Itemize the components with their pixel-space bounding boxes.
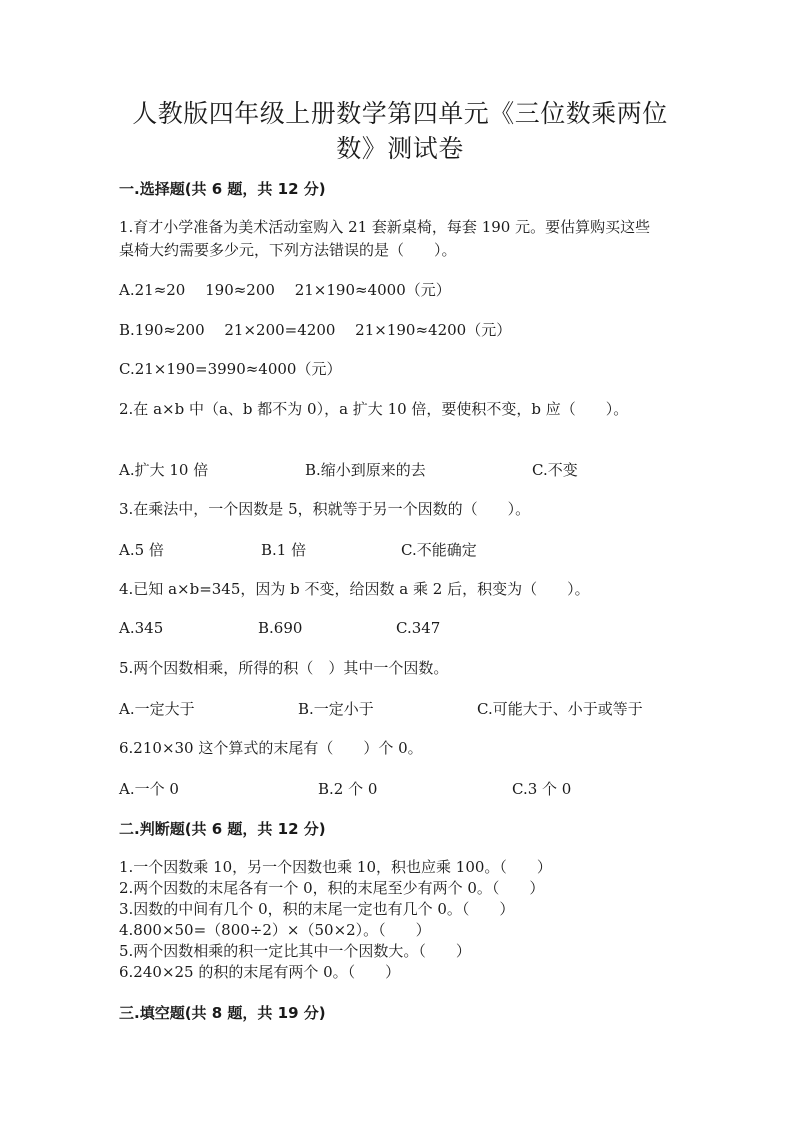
section-heading-fill-blank: 三.填空题(共 8 题，共 19 分) [119, 1004, 326, 1022]
question-1-option-c: C.21×190=3990≈4000（元） [119, 360, 342, 378]
section-heading-true-false: 二.判断题(共 6 题，共 12 分) [119, 820, 326, 838]
question-6-option-a: A.一个 0 [119, 780, 179, 798]
judge-item-6: 6.240×25 的积的末尾有两个 0。（ ） [119, 963, 401, 981]
title-line-1: 人教版四年级上册数学第四单元《三位数乘两位 [132, 99, 668, 128]
question-1-stem-line-1: 1.育才小学准备为美术活动室购入 21 套新桌椅，每套 190 元。要估算购买这些 [119, 218, 651, 236]
question-3-option-c: C.不能确定 [401, 541, 477, 559]
question-5-option-c: C.可能大于、小于或等于 [477, 700, 643, 718]
judge-item-1: 1.一个因数乘 10，另一个因数也乘 10，积也应乘 100。（ ） [119, 858, 552, 876]
question-5-option-a: A.一定大于 [119, 700, 195, 718]
question-4-stem: 4.已知 a×b=345，因为 b 不变，给因数 a 乘 2 后，积变为（ ）。 [119, 580, 590, 598]
judge-item-5: 5.两个因数相乘的积一定比其中一个因数大。（ ） [119, 942, 471, 960]
question-2-option-a: A.扩大 10 倍 [119, 461, 209, 479]
question-5-stem: 5.两个因数相乘，所得的积（ ）其中一个因数。 [119, 659, 449, 677]
question-1-stem-line-2: 桌椅大约需要多少元，下列方法错误的是（ ）。 [119, 241, 457, 259]
judge-item-2: 2.两个因数的末尾各有一个 0，积的末尾至少有两个 0。（ ） [119, 879, 545, 897]
section-heading-choice: 一.选择题(共 6 题，共 12 分) [119, 180, 326, 198]
question-6-stem: 6.210×30 这个算式的末尾有（ ）个 0。 [119, 739, 423, 757]
question-3-stem: 3.在乘法中，一个因数是 5，积就等于另一个因数的（ ）。 [119, 500, 531, 518]
question-5-option-b: B.一定小于 [298, 700, 374, 718]
title-line-2: 数》测试卷 [336, 134, 464, 163]
question-1-option-a: A.21≈20 190≈200 21×190≈4000（元） [119, 281, 451, 299]
question-2-stem: 2.在 a×b 中（a、b 都不为 0），a 扩大 10 倍，要使积不变，b 应（ ）。 [119, 400, 629, 418]
question-4-option-a: A.345 [119, 619, 164, 637]
question-2-option-c: C.不变 [532, 461, 578, 479]
question-4-option-b: B.690 [258, 619, 303, 637]
question-6-option-c: C.3 个 0 [512, 780, 572, 798]
judge-item-4: 4.800×50=（800÷2）×（50×2）。（ ） [119, 921, 431, 939]
question-4-option-c: C.347 [396, 619, 441, 637]
judge-item-3: 3.因数的中间有几个 0，积的末尾一定也有几个 0。（ ） [119, 900, 515, 918]
question-2-option-b: B.缩小到原来的去 [305, 461, 426, 479]
question-6-option-b: B.2 个 0 [318, 780, 378, 798]
question-3-option-b: B.1 倍 [261, 541, 307, 559]
question-3-option-a: A.5 倍 [119, 541, 164, 559]
question-1-option-b: B.190≈200 21×200=4200 21×190≈4200（元） [119, 321, 512, 339]
page-title [100, 96, 700, 166]
